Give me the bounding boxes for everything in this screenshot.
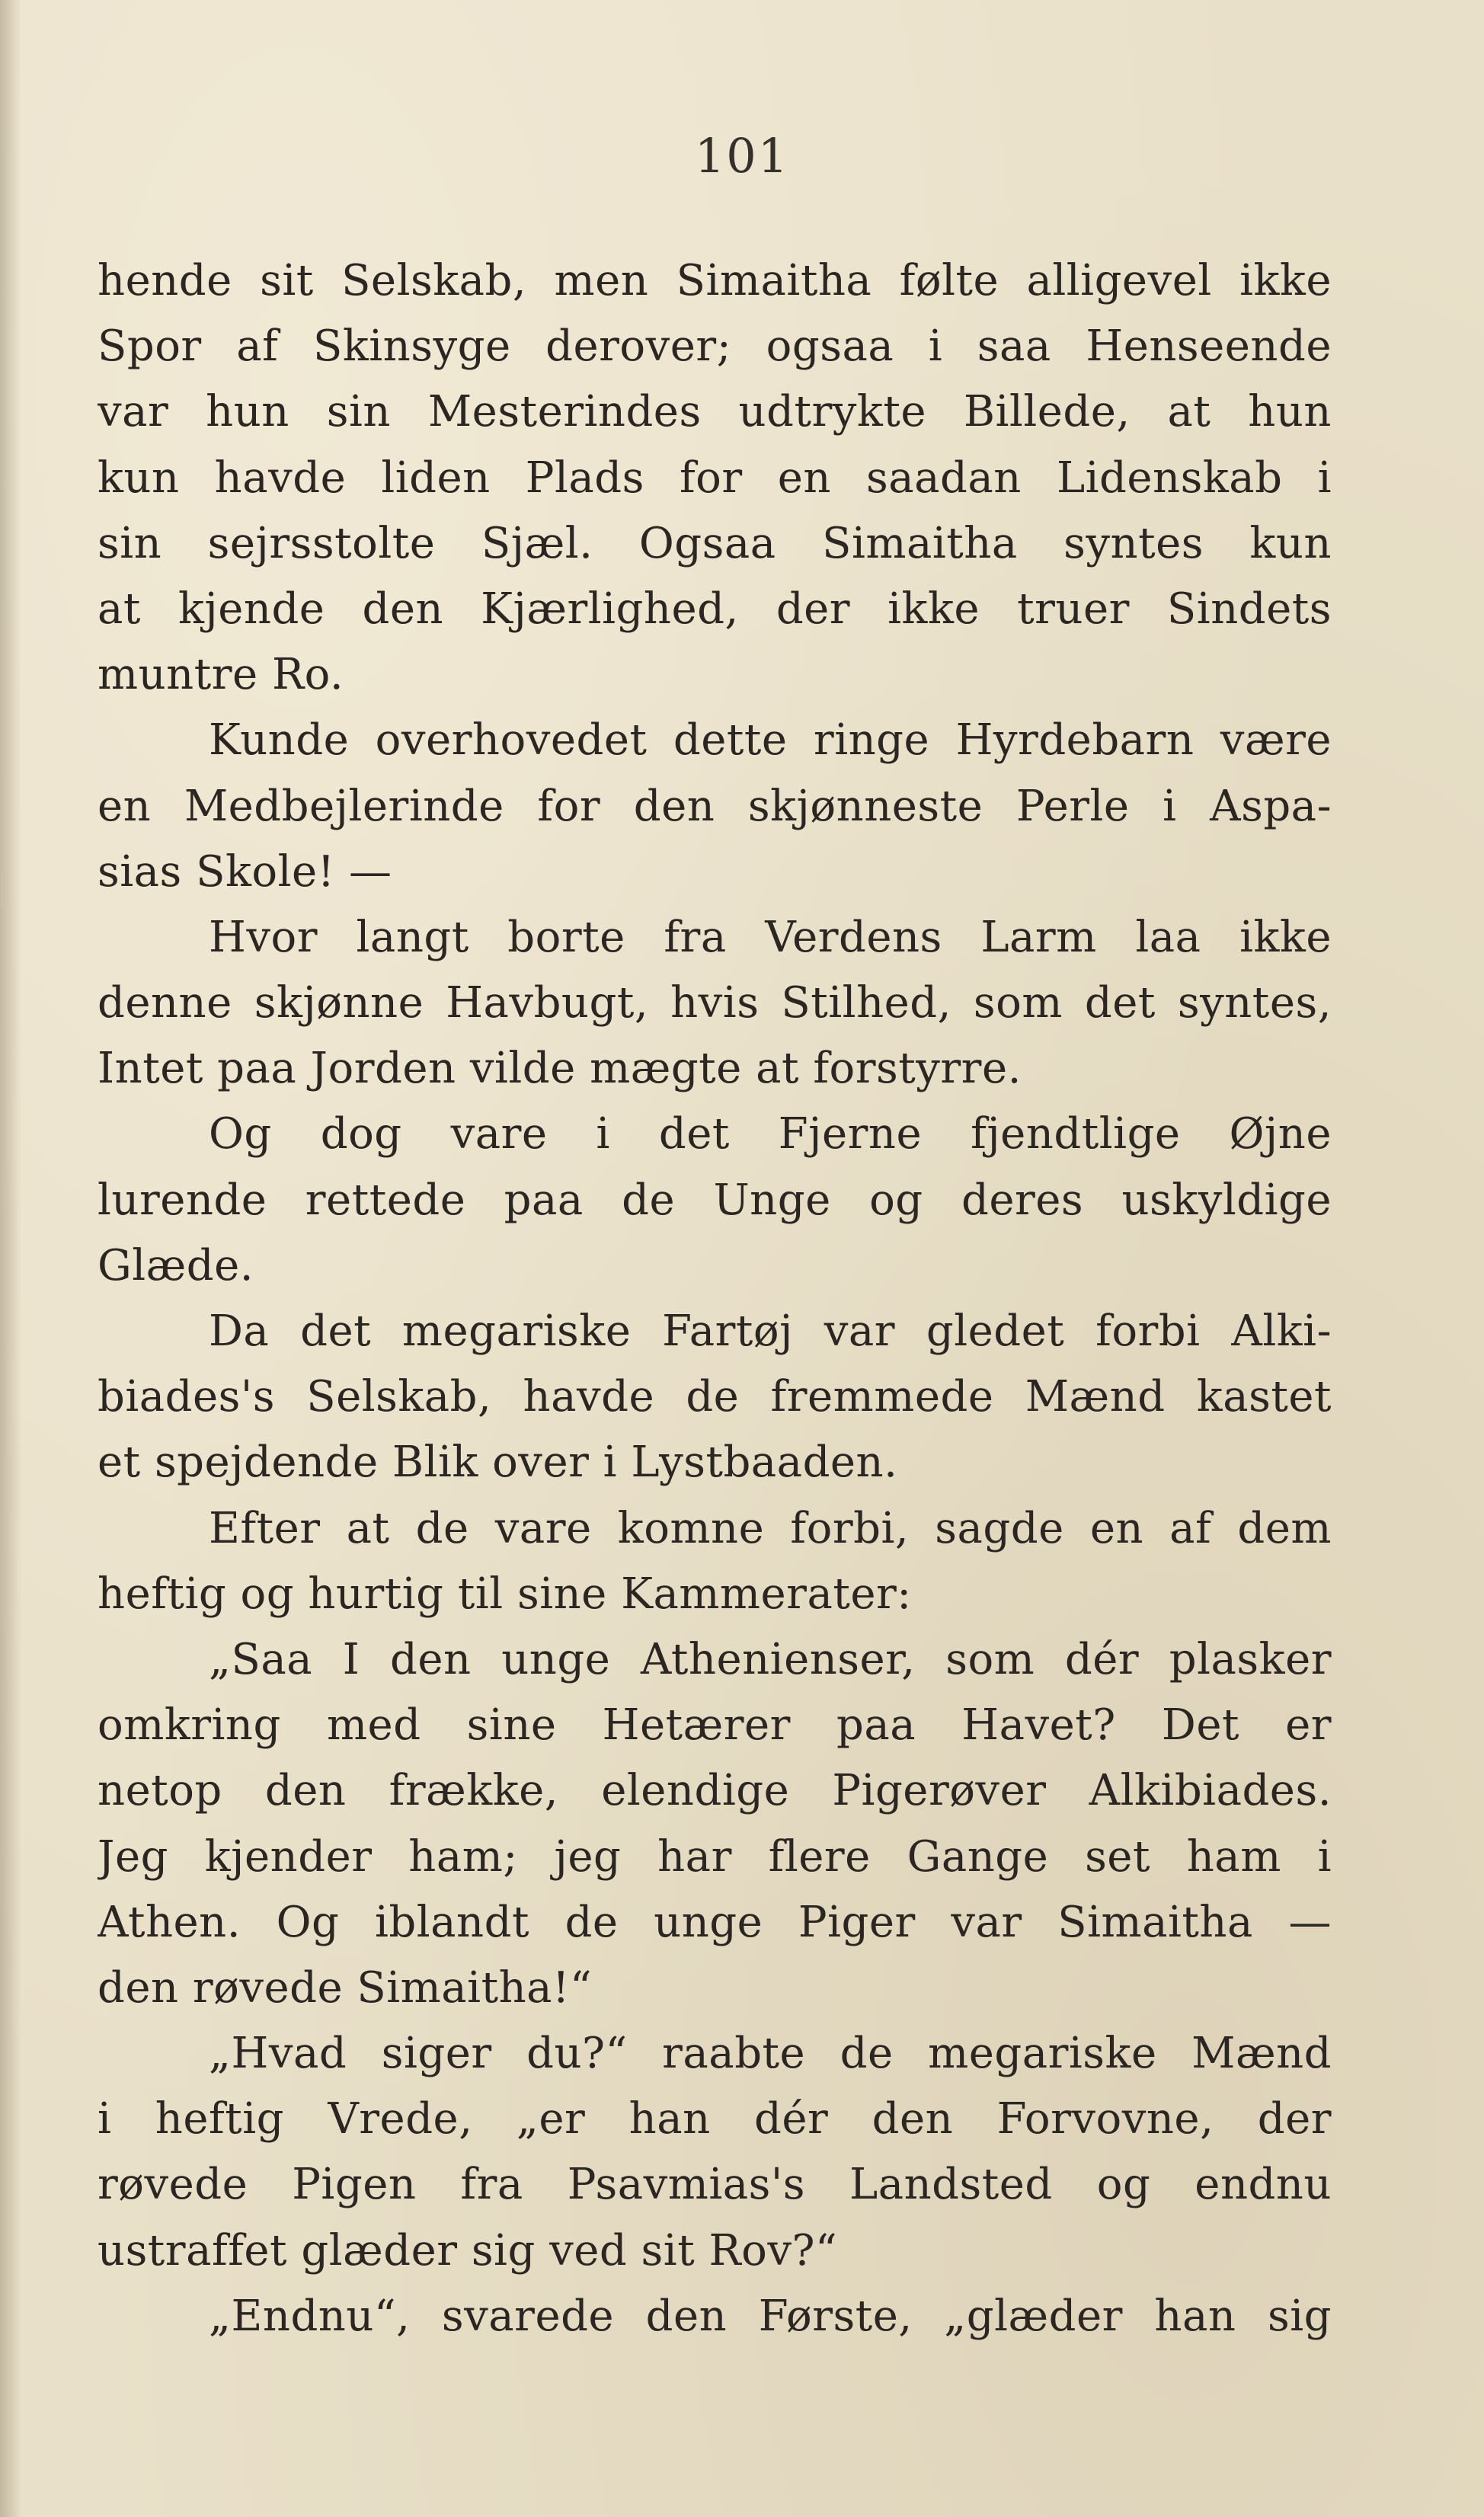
text-line: muntre Ro.: [98, 650, 344, 700]
text-line: i heftig Vrede, „er han dér den Forvovne, der: [98, 2094, 1332, 2144]
page-edge-shadow: [0, 0, 21, 2517]
text-line: Og dog vare i det Fjerne fjendtlige Øjne: [209, 1109, 1332, 1159]
text-line: „Saa I den unge Athenienser, som dér plasker: [209, 1634, 1332, 1684]
text-line: heftig og hurtig til sine Kammerater:: [98, 1569, 912, 1619]
text-line: var hun sin Mesterindes udtrykte Billede, at hun: [98, 387, 1332, 437]
text-line: biades's Selskab, havde de fremmede Mænd kastet: [98, 1372, 1332, 1422]
page-number: 101: [694, 128, 790, 184]
text-line: Kunde overhovedet dette ringe Hyrdebarn være: [209, 715, 1332, 766]
text-line: netop den frække, elendige Pigerøver Alkibiades.: [98, 1766, 1332, 1816]
text-line: Jeg kjender ham; jeg har flere Gange set ham i: [98, 1831, 1332, 1882]
text-line: et spejdende Blik over i Lystbaaden.: [98, 1438, 898, 1488]
text-line: Efter at de vare komne forbi, sagde en af dem: [209, 1503, 1332, 1553]
text-line: lurende rettede paa de Unge og deres uskyldige: [98, 1175, 1332, 1225]
text-line: kun havde liden Plads for en saadan Lidenskab i: [98, 453, 1332, 503]
text-line: hende sit Selskab, men Simaitha følte alligevel ikke: [98, 256, 1332, 305]
text-line: denne skjønne Havbugt, hvis Stilhed, som det syntes,: [98, 978, 1332, 1028]
text-line: sin sejrsstolte Sjæl. Ogsaa Simaitha syntes kun: [98, 518, 1332, 568]
text-line: Glæde.: [98, 1240, 254, 1290]
text-line: at kjende den Kjærlighed, der ikke truer Sindets: [98, 584, 1332, 634]
text-line: omkring med sine Hetærer paa Havet? Det er: [98, 1700, 1332, 1751]
text-line: røvede Pigen fra Psavmias's Landsted og endnu: [98, 2160, 1332, 2210]
text-line: sias Skole! —: [98, 846, 392, 897]
text-line: Hvor langt borte fra Verdens Larm laa ikke: [209, 912, 1332, 962]
text-line: „Endnu“, svarede den Første, „glæder han sig: [209, 2291, 1332, 2341]
text-line: Athen. Og iblandt de unge Piger var Simaitha —: [98, 1897, 1332, 1947]
text-line: ustraffet glæder sig ved sit Rov?“: [98, 2225, 838, 2276]
body-text: [98, 248, 1332, 2349]
text-line: den røvede Simaitha!“: [98, 1962, 593, 2013]
text-line: en Medbejlerinde for den skjønneste Perle i Aspa-: [98, 781, 1332, 831]
text-line: „Hvad siger du?“ raabte de megariske Mænd: [209, 2029, 1332, 2079]
text-line: Spor af Skinsyge derover; ogsaa i saa Henseende: [98, 321, 1332, 372]
text-line: Intet paa Jorden vilde mægte at forstyrre.: [98, 1044, 1022, 1094]
text-line: Da det megariske Fartøj var gledet forbi Alki-: [209, 1306, 1332, 1356]
